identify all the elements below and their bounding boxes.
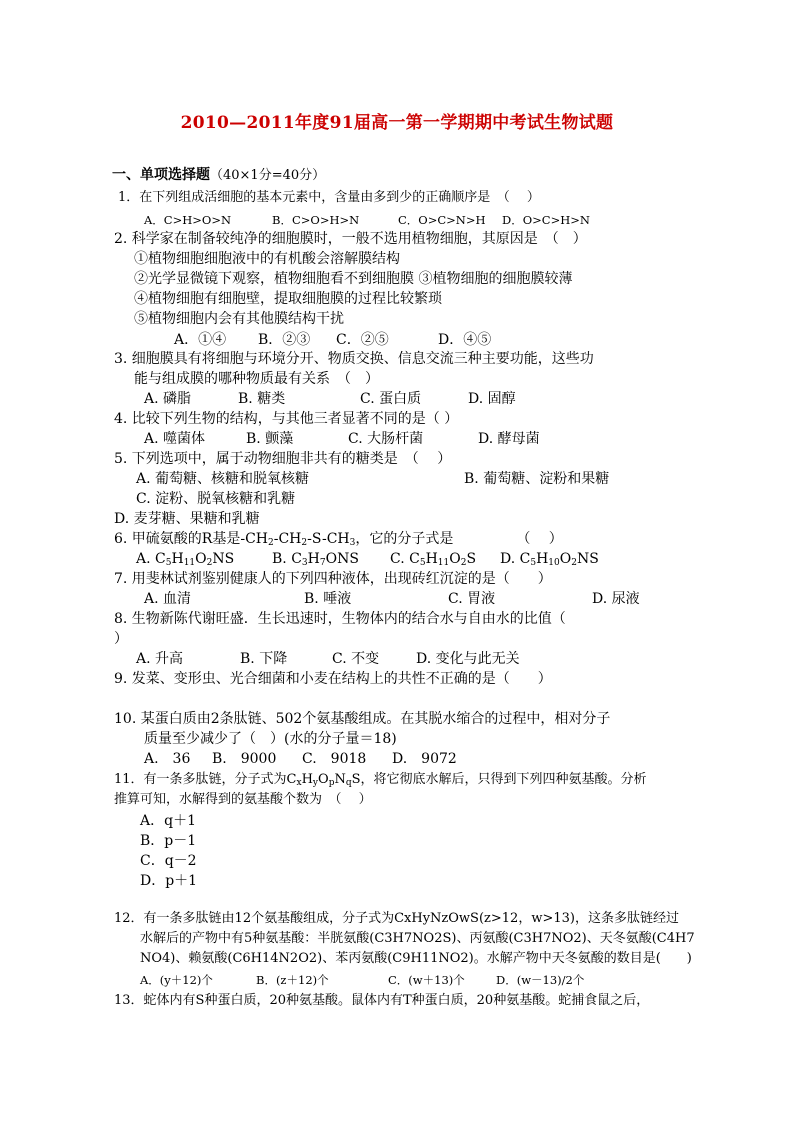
question-6-option-d: D. $C_5H_{10}O_2NS$ — [500, 551, 599, 568]
question-2-option-b: B．②③ — [258, 332, 311, 348]
question-6-option-b: B. $C_3H_7ONS$ — [272, 551, 359, 568]
question-7-option-b: B. 唾液 — [304, 591, 352, 607]
question-7-option-c: C. 胃液 — [448, 591, 496, 607]
question-3-option-d: D. 固醇 — [468, 391, 516, 407]
question-4-option-d: D. 酵母菌 — [478, 431, 540, 447]
question-7-stem: 7. 用斐林试剂鉴别健康人的下列四种液体，出现砖红沉淀的是（ ） — [114, 571, 552, 587]
question-13-stem: 13．蛇体内有S种蛋白质，20种氨基酸。鼠体内有T种蛋白质，20种氨基酸。蛇捕食鼠之后， — [114, 993, 650, 1008]
question-2-option-a: A．①④ — [174, 332, 227, 348]
question-11-stem-line2: 推算可知，水解得到的氨基酸个数为 （ ） — [114, 792, 372, 807]
section-score: （40×1分=40分） — [210, 168, 326, 183]
question-4-option-a: A. 噬菌体 — [144, 431, 206, 447]
question-10-option-b: B. 9000 — [212, 751, 277, 767]
question-1-option-a: A．C>H>O>N — [144, 213, 232, 227]
question-12-option-b: B．(z＋12)个 — [256, 973, 329, 987]
question-7-option-d: D. 尿液 — [592, 591, 640, 607]
question-12-option-c: C．(w＋13)个 — [388, 973, 465, 987]
question-8-stem-line1: 8. 生物新陈代谢旺盛．生长迅速时，生物体内的结合水与自由水的比值（ — [114, 611, 566, 627]
question-11-option-c: C．q－2 — [140, 853, 197, 869]
question-3-stem-line2: 能与组成膜的哪种物质最有关系 （ ） — [134, 371, 379, 387]
question-1-option-b: B．C>O>H>N — [272, 213, 360, 227]
question-8-option-d: D. 变化与此无关 — [416, 651, 520, 667]
question-9-stem: 9. 发菜、变形虫、光合细菌和小麦在结构上的共性不正确的是（ ） — [114, 671, 552, 687]
question-3-option-b: B. 糖类 — [238, 391, 286, 407]
question-2-statement-1: ①植物细胞细胞液中的有机酸会溶解膜结构 — [134, 251, 400, 267]
question-11-stem-line1: 11．有一条多肽链，分子式为$C_xH_yO_pN_qS$，将它彻底水解后，只得到下列四种氨基酸。分析 — [114, 772, 647, 788]
question-11-option-a: A．q＋1 — [140, 813, 196, 829]
question-8-option-b: B. 下降 — [240, 651, 288, 667]
question-6-option-c: C. $C_5H_{11}O_2S$ — [390, 551, 477, 568]
question-7-option-a: A. 血清 — [144, 591, 192, 607]
question-2-statement-2: ②光学显微镜下观察，植物细胞看不到细胞膜 ③植物细胞的细胞膜较薄 — [134, 271, 573, 287]
question-5-option-c: C. 淀粉、脱氧核糖和乳糖 — [136, 491, 296, 507]
section-label: 一、单项选择题 — [112, 167, 210, 183]
question-2-option-d: D．④⑤ — [438, 332, 492, 348]
question-11-option-d: D．p＋1 — [140, 873, 198, 889]
section-header — [112, 166, 325, 185]
question-1-stem: 1．在下列组成活细胞的基本元素中，含量由多到少的正确顺序是 （ ） — [118, 190, 540, 205]
question-11-option-b: B．p－1 — [140, 833, 197, 849]
question-3-stem-line1: 3. 细胞膜具有将细胞与环境分开、物质交换、信息交流三种主要功能，这些功 — [114, 351, 594, 367]
question-12-option-d: D．(w－13)/2个 — [496, 973, 585, 987]
question-1-option-c: C．O>C>N>H — [398, 213, 486, 227]
page-title: 2010—2011年度91届高一第一学期期中考试生物试题 — [180, 113, 614, 133]
question-3-option-a: A. 磷脂 — [144, 391, 192, 407]
question-8-stem-line2: ） — [114, 631, 128, 647]
question-4-option-b: B. 颤藻 — [246, 431, 294, 447]
question-5-stem: 5. 下列选项中，属于动物细胞非共有的糖类是 （ ） — [114, 451, 452, 467]
question-5-option-a: A. 葡萄糖、核糖和脱氧核糖 — [136, 471, 310, 487]
question-5-option-b: B. 葡萄糖、淀粉和果糖 — [464, 471, 610, 487]
question-4-stem: 4. 比较下列生物的结构，与其他三者显著不同的是（ ） — [114, 411, 459, 427]
question-8-option-a: A. 升高 — [136, 651, 184, 667]
question-6-option-a: A. $C_5H_{11}O_2NS$ — [136, 551, 235, 568]
question-12-stem-line1: 12．有一条多肽链由12个氨基酸组成，分子式为CxHyNzOwS(z>12，w>13)，这条多肽链经过 — [114, 911, 679, 926]
question-2-statement-4: ④植物细胞有细胞壁，提取细胞膜的过程比较繁琐 — [134, 291, 442, 307]
question-1-option-d: D．O>C>H>N — [502, 213, 590, 227]
question-2-statement-5: ⑤植物细胞内会有其他膜结构干扰 — [134, 311, 344, 327]
question-10-stem-line2: 质量至少减少了（ ）(水的分子量＝18) — [144, 731, 397, 747]
question-2-option-c: C．②⑤ — [336, 332, 389, 348]
question-4-option-c: C. 大肠杆菌 — [348, 431, 424, 447]
question-10-stem-line1: 10. 某蛋白质由2条肽链、502个氨基酸组成。在其脱水缩合的过程中，相对分子 — [114, 711, 611, 727]
question-6-stem: 6. 甲硫氨酸的R基是$-CH_2-CH_2-S-CH_3$，它的分子式是 （ ） — [114, 531, 563, 548]
question-3-option-c: C. 蛋白质 — [360, 391, 422, 407]
question-10-option-d: D. 9072 — [392, 751, 457, 767]
question-10-option-c: C. 9018 — [302, 751, 367, 767]
question-2-stem: 2. 科学家在制备较纯净的细胞膜时，一般不选用植物细胞，其原因是 （ ） — [114, 231, 587, 247]
question-10-option-a: A. 36 — [144, 751, 191, 767]
question-12-stem-line2: 水解后的产物中有5种氨基酸：半胱氨酸(C3H7NO2S)、丙氨酸(C3H7NO2)、天冬氨酸(C4H7 — [140, 931, 695, 946]
question-5-option-d: D. 麦芽糖、果糖和乳糖 — [114, 511, 260, 527]
question-12-option-a: A．(y＋12)个 — [140, 973, 213, 987]
question-12-stem-line3: NO4)、赖氨酸(C6H14N2O2)、苯丙氨酸(C9H11NO2)。水解产物中天冬氨酸的数目是( ) — [140, 951, 692, 966]
question-8-option-c: C. 不变 — [332, 651, 380, 667]
